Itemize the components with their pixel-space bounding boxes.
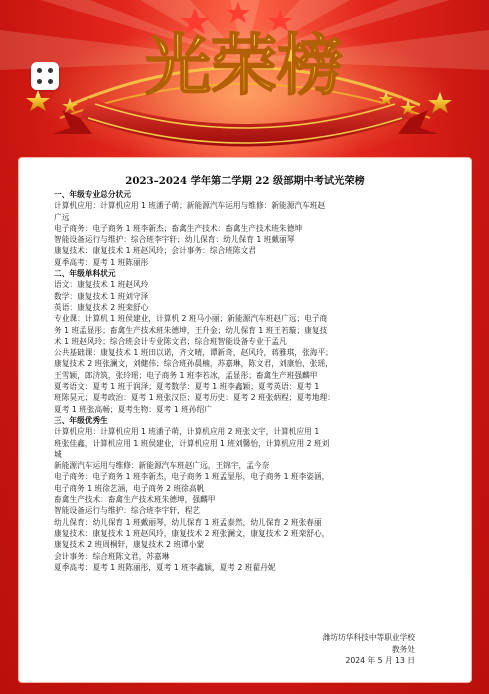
document-body: [54, 189, 426, 573]
document-line: 新能源汽车运用与维修：新能源汽车班赵广远，王锦宇，孟今奈: [54, 461, 270, 471]
office-name: 教务处: [391, 644, 415, 654]
document-line: 幼儿保育：幼儿保育 1 班戴丽琴，幼儿保育 1 班孟泰然，幼儿保育 2 班张春丽: [54, 517, 322, 527]
dice-dot: [37, 79, 42, 84]
banner-title-art: 光荣榜: [145, 26, 343, 104]
document-line: 智能设备运行与维护：综合班李宇轩；幼儿保育：幼儿保育 1 班戴丽琴: [54, 235, 295, 245]
document-line: 语文：康复技术 1 班赵风玲: [54, 280, 149, 290]
document-line: 智能设备运行与维护：综合班李宇轩，程艺: [54, 506, 201, 516]
document-line: 夏考 1 班张高畅；夏考生物：夏考 1 班孙绍广: [54, 404, 212, 414]
dice-dot: [48, 79, 53, 84]
document-line: 城: [54, 449, 62, 459]
document-line: 夏季高考：夏考 1 班陈丽彤: [54, 257, 149, 267]
document-line: 康复技术：康复技术 1 班赵风玲；会计事务：综合班陈文君: [54, 246, 256, 256]
document-line: 夏季高考：夏考 1 班陈丽彤，夏考 1 班李鑫颖，夏考 2 班翟丹妮: [54, 562, 276, 572]
document-line: 会计事务：综合班陈文君，苏嘉琳: [54, 551, 170, 561]
dice-button[interactable]: [31, 62, 59, 90]
dice-icon: [37, 68, 42, 73]
school-name: 潍坊坊华科技中等职业学校: [322, 633, 415, 642]
document-line: 广远: [54, 212, 70, 222]
sign-date: 2024 年 5 月 13 日: [345, 656, 415, 666]
document-line: 计算机应用：计算机应用 1 班潘子萌；新能源汽车运用与维修：新能源汽车班赵: [54, 201, 326, 211]
document-line: 英语：康复技术 2 班栾舒心: [54, 302, 149, 312]
dice-dot: [48, 68, 53, 73]
document-line: 夏考语文：夏考 1 班于润泽；夏考数学：夏考 1 班李鑫颖；夏考英语：夏考 1: [54, 382, 320, 392]
document-line: 计算机应用：计算机应用 1 班潘子萌，计算机应用 2 班张文宇，计算机应用 1: [54, 427, 320, 437]
document-title: 2023–2024 学年第二学期 22 级部期中考试光荣榜: [125, 175, 365, 187]
document-line: 康复技术：康复技术 1 班赵风玲，康复技术 2 班张澜文，康复技术 2 班栾舒心，: [54, 528, 330, 538]
document-line: 专业课：计算机 1 班侯建业，计算机 2 班马小丽；新能源汽车班赵广远；电子商: [54, 314, 328, 324]
section-heading: 一、年级专业总分状元: [54, 190, 131, 199]
document-line: 务 1 班孟显彤；畜禽生产技术班朱德坤，王升金；幼儿保育 1 班王若璇；康复技: [54, 325, 328, 335]
document-line: 畜禽生产技术：畜禽生产技术班朱德坤，强麟甲: [54, 495, 216, 505]
document-line: 电子商务：电子商务 1 班李新杰；畜禽生产技术：畜禽生产技术班朱德坤: [54, 223, 303, 233]
signature-block: [323, 632, 415, 667]
section-heading: 三、年级优秀生: [54, 415, 108, 425]
document-line: 术 1 班赵风玲；综合班会计专业陈文君；综合班智能设备专业于孟凡: [54, 336, 287, 346]
document-line: 电子商务：电子商务 1 班李新杰，电子商务 1 班孟显彤，电子商务 1 班李姿涵，: [54, 472, 330, 482]
document-line: 康复技术 2 班张澜文，刘健伟；综合班孙晨楠，苏嘉琳，陈文君，刘康怡，张瑶，: [54, 359, 333, 369]
document-line: 公共基础课：康复技术 1 班田以诺，齐文晴，谭新奇，赵风玲，蒋雅琪，张海平；: [54, 348, 333, 358]
document-line: 王雪颖，郎济筑，张玲瑶；电子商务 1 班李若冰，孟显彤；畜禽生产班强麟甲: [54, 370, 318, 380]
section-heading: 二、年级单科状元: [54, 269, 116, 279]
document-line: 班张佳鑫，计算机应用 1 班侯建业，计算机应用 1 班刘馨怡，计算机应用 2 班刘: [54, 438, 330, 448]
document-line: 电子商务 1 班徐艺涵，电子商务 2 班徐高帆: [54, 483, 205, 493]
document-line: 康复技术 2 班周桐轩，康复技术 2 班谭小蒙: [54, 540, 205, 550]
document-line: 数学：康复技术 1 班刘守泽: [54, 291, 149, 301]
document-line: 班陈昊元；夏考政治：夏考 1 班张汉臣；夏考历史：夏考 2 班张炳程；夏考地理：: [54, 393, 335, 403]
